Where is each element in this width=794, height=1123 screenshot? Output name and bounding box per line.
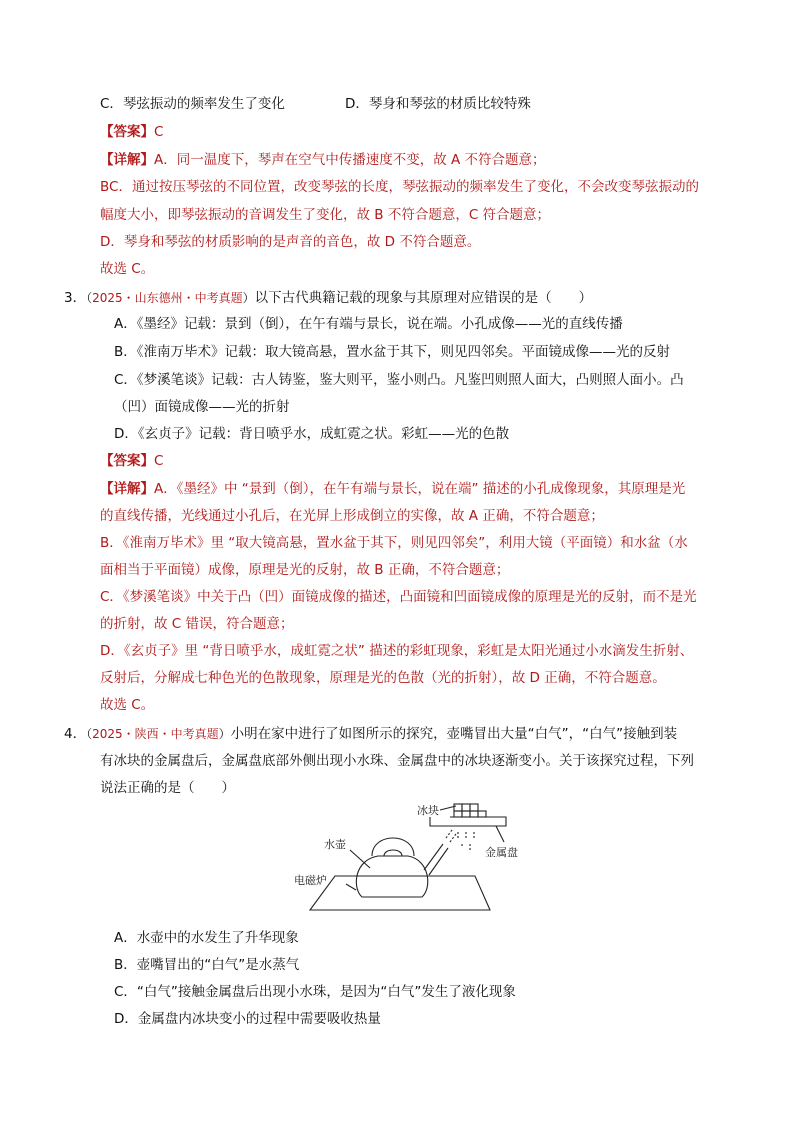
label-ice: 冰块 xyxy=(417,804,439,817)
source-close: ） xyxy=(242,291,255,305)
q3-detail-line: C．《梦溪笔谈》中关于凸（凹）面镜成像的描述，凸面镜和凹面镜成像的原理是光的反射，而不是光 xyxy=(100,589,697,605)
tray-leader-line xyxy=(496,826,504,842)
ice-cube xyxy=(470,804,478,811)
source-open: （ xyxy=(86,291,93,305)
kettle-spout xyxy=(424,844,448,875)
source-open: （ xyxy=(86,727,93,741)
ice-cube xyxy=(454,811,462,817)
q4-header xyxy=(64,724,677,744)
detail-text: A．《墨经》中 “景到（倒），在午有端与景长，说在端” 描述的小孔成像现象，其原理是光 xyxy=(154,481,686,497)
question-stem: 以下古代典籍记载的现象与其原理对应错误的是（ ） xyxy=(254,290,593,306)
q3-option-b: B．《淮南万毕术》记载：取大镜高悬，置水盆于其下，则见四邻矣。平面镜成像——光的反射 xyxy=(114,344,671,360)
q3-option-c: C．《梦溪笔谈》记载：古人铸鉴，鉴大则平，鉴小则凸。凡鉴凹则照人面大，凸则照人面小。凸 xyxy=(114,372,684,388)
ice-cube xyxy=(478,811,486,817)
detail-label: 【详解】 xyxy=(100,481,154,497)
stove-leader-line xyxy=(346,884,356,890)
experiment-figure xyxy=(280,798,520,920)
answer-value: C xyxy=(154,124,164,140)
q-prev-answer xyxy=(100,122,163,142)
ice-cube xyxy=(462,804,470,811)
answer-label: 【答案】 xyxy=(100,453,154,469)
ice-cube xyxy=(470,811,478,817)
q4-option-b: B．壶嘴冒出的“白气”是水蒸气 xyxy=(114,957,300,973)
q3-detail-line: 的直线传播，光线通过小孔后，在光屏上形成倒立的实像，故 A 正确，不符合题意； xyxy=(100,508,604,524)
q3-answer xyxy=(100,451,163,471)
stove-shape xyxy=(310,876,490,910)
q3-detail-line: B．《淮南万毕术》里 “取大镜高悬，置水盆于其下，则见四邻矣”，利用大镜（平面镜）和水盆（水 xyxy=(100,535,688,551)
detail-label: 【详解】 xyxy=(100,152,154,168)
q3-option-a: A．《墨经》记载：景到（倒），在午有端与景长，说在端。小孔成像——光的直线传播 xyxy=(114,316,623,332)
metal-tray xyxy=(430,817,506,826)
source-close: ） xyxy=(218,727,231,741)
q3-option-d: D．《玄贞子》记载：背日喷乎水，成虹霓之状。彩虹——光的色散 xyxy=(114,426,510,442)
label-kettle: 水壶 xyxy=(324,838,346,851)
q-prev-option-d: D．琴身和琴弦的材质比较特殊 xyxy=(345,96,531,112)
q3-detail-line xyxy=(100,479,685,499)
ice-cube xyxy=(462,811,470,817)
q-prev-detail-line: 幅度大小，即琴弦振动的音调发生了变化，故 B 不符合题意，C 符合题意； xyxy=(100,207,551,223)
q3-detail-line: 面相当于平面镜）成像，原理是光的反射，故 B 正确，不符合题意； xyxy=(100,562,510,578)
q3-header xyxy=(64,288,592,308)
question-source: 2025・山东德州・中考真题 xyxy=(92,291,243,305)
ice-cube xyxy=(454,804,462,811)
q-prev-option-c: C．琴弦振动的频率发生了变化 xyxy=(100,96,285,112)
q-prev-detail-line xyxy=(100,150,546,170)
q4-option-c: C．“白气”接触金属盘后出现小水珠，是因为“白气”发生了液化现象 xyxy=(114,984,516,1000)
q4-stem-line: 有冰块的金属盘后，金属盘底部外侧出现小水珠、金属盘中的冰块逐渐变小。关于该探究过程，下列 xyxy=(100,753,694,769)
answer-value: C xyxy=(154,453,164,469)
answer-label: 【答案】 xyxy=(100,124,154,140)
q4-option-d: D．金属盘内冰块变小的过程中需要吸收热量 xyxy=(114,1011,381,1027)
q3-option-c-cont: （凹）面镜成像——光的折射 xyxy=(114,399,290,415)
label-stove: 电磁炉 xyxy=(294,874,327,887)
q4-option-a: A．水壶中的水发生了升华现象 xyxy=(114,930,299,946)
q-prev-detail-line: BC．通过按压琴弦的不同位置，改变琴弦的长度，琴弦振动的频率发生了变化，不会改变琴弦振动的 xyxy=(100,179,699,195)
kettle-handle xyxy=(372,838,414,856)
question-stem: 小明在家中进行了如图所示的探究，壶嘴冒出大量“白气”，“白气”接触到装 xyxy=(230,726,678,742)
question-number: 4． xyxy=(64,726,87,742)
kettle-lid xyxy=(384,850,402,856)
q3-detail-line: 的折射，故 C 错误，符合题意； xyxy=(100,616,294,632)
q3-detail-line: D．《玄贞子》里 “背日喷乎水，成虹霓之状” 描述的彩虹现象，彩虹是太阳光通过小水滴发生折射、 xyxy=(100,643,694,659)
label-tray: 金属盘 xyxy=(485,846,518,859)
detail-text: A．同一温度下，琴声在空气中传播速度不变，故 A 不符合题意； xyxy=(154,152,546,168)
question-number: 3． xyxy=(64,290,87,306)
question-source: 2025・陕西・中考真题 xyxy=(92,727,219,741)
q-prev-conclusion: 故选 C。 xyxy=(100,261,155,277)
q3-detail-line: 反射后，分解成七种色光的色散现象，原理是光的色散（光的折射），故 D 正确，不符合题意。 xyxy=(100,670,666,686)
q4-stem-line: 说法正确的是（ ） xyxy=(100,780,235,796)
q-prev-detail-line: D．琴身和琴弦的材质影响的是声音的音色，故 D 不符合题意。 xyxy=(100,234,481,250)
q3-conclusion: 故选 C。 xyxy=(100,697,155,713)
water-droplets xyxy=(458,832,474,850)
steam-near-spout xyxy=(446,830,456,842)
kettle-leader-line xyxy=(350,850,370,868)
